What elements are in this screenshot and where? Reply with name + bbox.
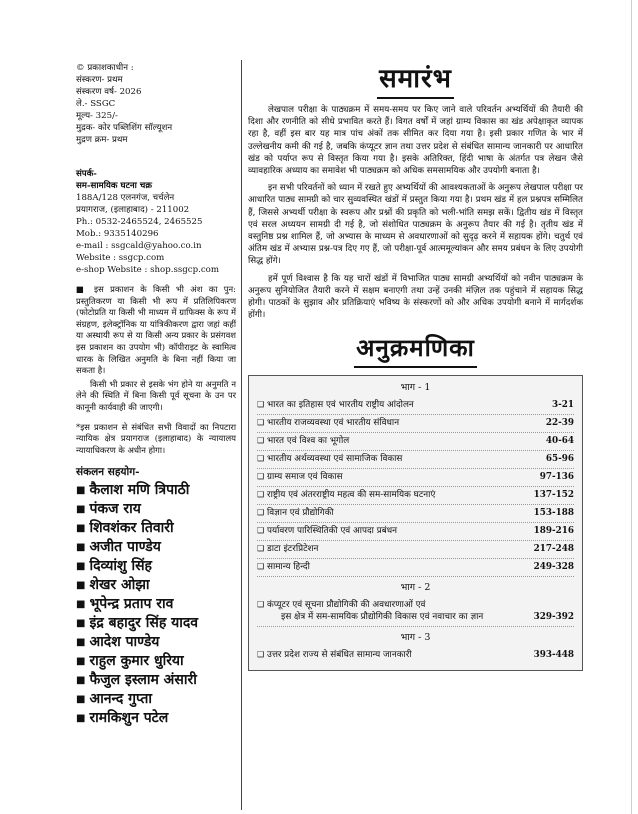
toc-entry-title: भारतीय अर्थव्यवस्था एवं सामाजिक विकास	[267, 454, 403, 465]
toc-title: अनुक्रमणिका	[354, 331, 477, 368]
part-label: भाग - 3	[400, 632, 431, 644]
contact-block	[76, 168, 236, 276]
imprint-line: मुद्रक- कोर पब्लिशिंग सॉल्यूशन	[76, 123, 173, 133]
toc-entry-title: डाटा इंटरप्रिटेशन	[267, 544, 319, 555]
preface-paragraph: हमें पूर्ण विश्वास है कि यह चारों खंडों में विभाजित पाठ्य सामग्री अभ्यर्थियों को नवीन पाठ्यक्रम के अनुरूप सुनियोजित तैयारी करने में सक्षम बनाएगी तथा उन्हें उनकी मंज़िल तक पहुंचाने में सहायक सिद्ध होगी। पाठकों के सुझाव और प्रतिक्रियाएं भविष्य के संस्करणों को और अधिक उपयोगी बनाने में मार्गदर्शक होंगी।	[248, 273, 583, 321]
toc-entry-title: सामान्य हिन्दी	[267, 562, 310, 573]
imprint-line: मुद्रण क्रम- प्रथम	[76, 135, 128, 145]
contact-line: प्रयागराज, (इलाहाबाद) - 211002	[76, 205, 190, 215]
checkbox-icon: ❑	[257, 418, 265, 428]
contact-line: 188A/128 एलनगंज, चर्चलेन	[76, 193, 175, 203]
legal-warning: किसी भी प्रकार से इसके भंग होने या अनुमति न लेने की स्थिति में बिना किसी पूर्व सूचना के उन पर कानूनी कार्यवाही की जाएगी।	[76, 378, 236, 412]
toc-entry-title: विज्ञान एवं प्रौद्योगिकी	[267, 508, 334, 519]
imprint-line: संस्करण- प्रथम	[76, 75, 123, 85]
column-divider	[241, 60, 242, 810]
toc-entry[interactable]	[257, 433, 574, 451]
toc-entry-title	[267, 599, 518, 623]
toc-entry-title: पर्यावरण पारिस्थितिकी एवं आपदा प्रबंधन	[267, 526, 398, 537]
toc-entry-title-line1: कंप्यूटर एवं सूचना प्रौद्योगिकी की अवधारणाओं एवं	[267, 600, 426, 611]
toc-entry-pages: 65-96	[545, 454, 574, 465]
toc-entry[interactable]	[257, 397, 574, 415]
contributor-name: ■ आदेश पाण्डेय	[76, 633, 236, 652]
toc-entry[interactable]	[257, 415, 574, 433]
contact-line: e-mail : ssgcald@yahoo.co.in	[76, 241, 202, 251]
toc-entry[interactable]	[257, 505, 574, 523]
checkbox-icon: ❑	[257, 436, 265, 446]
contributor-name: ■ दिव्यांशु सिंह	[76, 557, 236, 576]
contributor-name: ■ फैजुल इस्लाम अंसारी	[76, 671, 236, 690]
toc-entry-title: भारत का इतिहास एवं भारतीय राष्ट्रीय आंदोलन	[267, 400, 414, 411]
checkbox-icon: ❑	[257, 544, 265, 554]
contributor-name: ■ राहुल कुमार धुरिया	[76, 652, 236, 671]
toc-entry-title: भारत एवं विश्व का भूगोल	[267, 436, 350, 447]
contact-label: संपर्क-	[76, 169, 97, 179]
toc-entry[interactable]	[257, 487, 574, 505]
jurisdiction-notice: *इस प्रकाशन से संबंधित सभी विवादों का निपटारा न्यायिक क्षेत्र प्रयागराज (इलाहाबाद) के न्यायालय न्यायाधिकरण के अधीन होगा।	[76, 421, 236, 455]
contributor-name: ■ आनन्द गुप्ता	[76, 690, 236, 709]
preface-title: समारंभ	[377, 62, 454, 99]
right-column	[248, 62, 583, 671]
toc-entry-pages: 97-136	[539, 472, 574, 483]
toc-entry-title: राष्ट्रीय एवं अंतरराष्ट्रीय महत्व की सम-सामयिक घटनाएं	[267, 490, 436, 501]
imprint-line: संस्करण वर्ष- 2026	[76, 87, 142, 97]
checkbox-icon: ❑	[257, 454, 265, 464]
checkbox-icon: ❑	[257, 650, 265, 660]
toc-entry[interactable]	[257, 559, 574, 577]
contributor-name: ■ इंद्र बहादुर सिंह यादव	[76, 614, 236, 633]
checkbox-icon: ❑	[257, 600, 265, 610]
part-label: भाग - 2	[400, 582, 431, 594]
toc-entry[interactable]	[257, 541, 574, 559]
toc-entry-title-line2: इस क्षेत्र में सम-सामयिक प्रौद्योगिकी विकास एवं नवाचार का ज्ञान	[281, 612, 484, 623]
contributor-name: ■ शेखर ओझा	[76, 576, 236, 595]
part-label: भाग - 1	[400, 382, 431, 394]
contributor-name: ■ शिवशंकर तिवारी	[76, 519, 236, 538]
contact-line: Website : ssgcp.com	[76, 253, 165, 263]
toc-entry-pages: 22-39	[545, 418, 574, 429]
imprint-line: ले.- SSGC	[76, 99, 116, 109]
table-of-contents	[248, 375, 583, 671]
contact-line: Ph.: 0532-2465524, 2465525	[76, 217, 203, 227]
contact-line: e-shop Website : shop.ssgcp.com	[76, 265, 219, 275]
toc-entry[interactable]	[257, 597, 574, 627]
imprint-line: © प्रकाशकाधीन :	[76, 63, 134, 73]
contributor-name: ■ रामकिशुन पटेल	[76, 709, 236, 728]
contributor-name: ■ पंकज राय	[76, 500, 236, 519]
checkbox-icon: ❑	[257, 472, 265, 482]
toc-entry[interactable]	[257, 523, 574, 541]
checkbox-icon: ❑	[257, 562, 265, 572]
contact-line: Mob.: 9335140296	[76, 229, 159, 239]
contributor-name: ■ अजीत पाण्डेय	[76, 538, 236, 557]
imprint-line: मूल्य- 325/-	[76, 111, 118, 121]
preface-paragraph: लेखपाल परीक्षा के पाठ्यक्रम में समय-समय पर किए जाने वाले परिवर्तन अभ्यर्थियों की तैयारी की दिशा और रणनीति को सीधे प्रभावित करते हैं। विगत वर्षों में जहां ग्राम्य विकास का खंड अपेक्षाकृत व्यापक रहा है, वहीं इस बार यह मात्र पांच अंकों तक सीमित कर दिया गया है। इसी प्रकार गणित के भार में उल्लेखनीय कमी की गई है, जबकि कंप्यूटर ज्ञान तथा उत्तर प्रदेश से संबंधित सामान्य जानकारी पर आधारित खंड को पर्याप्त रूप से विस्तृत किया गया है। इसके अतिरिक्त, हिंदी भाषा के अंतर्गत पत्र लेखन जैसे व्यावहारिक अध्याय का समावेश भी पाठ्यक्रम को अधिक समसामयिक और उपयोगी बनाता है।	[248, 105, 583, 177]
toc-entry-pages: 153-188	[533, 508, 574, 519]
contributor-name: ■ कैलाश मणि त्रिपाठी	[76, 481, 236, 500]
toc-entry-pages: 189-216	[533, 526, 574, 537]
contact-org: सम-सामयिक घटना चक्र	[76, 181, 152, 191]
contributor-name: ■ भूपेन्द्र प्रताप राव	[76, 595, 236, 614]
contributors-title: संकलन सहयोग-	[76, 466, 140, 479]
toc-entry-title: उत्तर प्रदेश राज्य से संबंधित सामान्य जानकारी	[267, 650, 412, 661]
preface-paragraph: इन सभी परिवर्तनों को ध्यान में रखते हुए अभ्यर्थियों की आवश्यकताओं के अनुरूप लेखपाल परीक्षा पर आधारित पाठ्य सामग्री को चार सुव्यवस्थित खंडों में प्रस्तुत किया गया है। प्रथम खंड में हल प्रश्नपत्र सम्मिलित हैं, जिससे अभ्यर्थी परीक्षा के स्वरूप और प्रश्नों की प्रकृति को भली-भांति समझ सकें। द्वितीय खंड में विस्तृत एवं सरल अध्ययन सामग्री दी गई है, जो संशोधित पाठ्यक्रम के अनुरूप तैयार की गई है। तृतीय खंड में वस्तुनिष्ठ प्रश्न शामिल हैं, जो अभ्यास के माध्यम से अवधारणाओं को सुदृढ़ करने में सहायक होंगे। चतुर्थ एवं अंतिम खंड में अभ्यास प्रश्न-पत्र दिए गए हैं, जो परीक्षा-पूर्व आत्ममूल्यांकन और समय प्रबंधन के लिए उपयोगी सिद्ध होंगे।	[248, 183, 583, 267]
checkbox-icon: ❑	[257, 400, 265, 410]
toc-entry-title: ग्राम्य समाज एवं विकास	[267, 472, 343, 483]
toc-entry[interactable]	[257, 647, 574, 664]
toc-entry-pages: 249-328	[533, 562, 574, 573]
toc-entry-pages: 329-392	[533, 612, 574, 623]
toc-entry-title: भारतीय राजव्यवस्था एवं भारतीय संविधान	[267, 418, 400, 429]
contributors-list	[76, 481, 236, 728]
imprint-block	[76, 62, 236, 146]
toc-entry-pages: 217-248	[533, 544, 574, 555]
toc-entry[interactable]	[257, 451, 574, 469]
copyright-notice: ■ इस प्रकाशन के किसी भी अंश का पुन: प्रस्तुतिकरण या किसी भी रूप में प्रतिलिपिकरण (फोटोप्रति या किसी भी माध्यम में ग्राफिक्स के रूप में संग्रहण, इलेक्ट्रॉनिक या यांत्रिकीकरण द्वारा जहां कहीं या अस्थायी रूप से या किसी अन्य प्रकार के प्रसंगवश इस प्रकाशन का उपयोग भी) कॉपीराइट के स्वामित्व धारक के लिखित अनुमति के बिना नहीं किया जा सकता है।	[76, 284, 236, 376]
checkbox-icon: ❑	[257, 526, 265, 536]
toc-entry[interactable]	[257, 469, 574, 487]
toc-entry-pages: 137-152	[533, 490, 574, 501]
checkbox-icon: ❑	[257, 490, 265, 500]
toc-entry-pages: 393-448	[533, 650, 574, 661]
left-column	[76, 62, 236, 728]
toc-entry-pages: 3-21	[551, 400, 574, 411]
toc-entry-pages: 40-64	[545, 436, 574, 447]
page-edge	[631, 0, 632, 814]
checkbox-icon: ❑	[257, 508, 265, 518]
